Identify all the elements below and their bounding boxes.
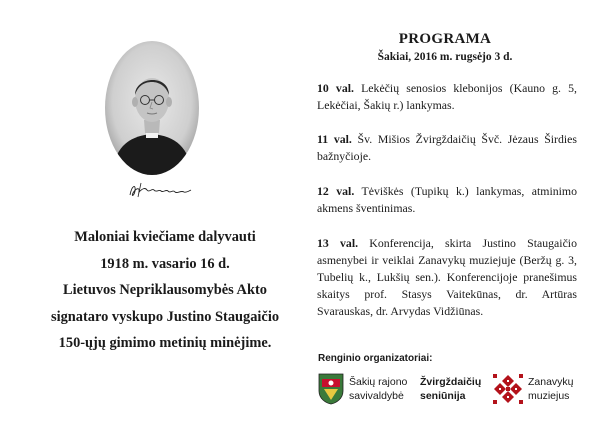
organizer-name-line: Žvirgždaičių	[420, 376, 482, 388]
coat-of-arms-icon	[318, 373, 344, 405]
organizer-name-line: seniūnija	[420, 390, 466, 402]
invitation-line: Lietuvos Nepriklausomybės Akto	[63, 282, 267, 298]
program-text: Lekėčių senosios klebonijos (Kauno g. 5, Lekėčiai, Šakių r.) lankymas.	[317, 81, 577, 112]
program-subtitle: Šakiai, 2016 m. rugsėjo 3 d.	[377, 51, 513, 63]
program-item	[317, 131, 577, 165]
organizers-title: Renginio organizatoriai:	[318, 353, 433, 364]
organizer-name-line: Zanavykų	[528, 376, 574, 388]
program-text: Tėviškės (Tupikų k.) lankymas, atminimo akmens šventinimas.	[317, 184, 577, 215]
program-text: Šv. Mišios Žvirgždaičių Švč. Jėzaus Širdies bažnyčioje.	[317, 132, 577, 163]
program-item	[317, 183, 577, 217]
portrait-photo	[104, 40, 200, 176]
invitation-line: 150-ųjų gimimo metinių minėjime.	[58, 335, 272, 351]
invitation-line: Maloniai kviečiame dalyvauti	[74, 229, 256, 245]
organizer-name	[349, 375, 407, 403]
organizer-name-line: savivaldybė	[349, 390, 404, 402]
organizer-zanavyku	[492, 373, 592, 407]
invitation-text	[20, 224, 310, 357]
organizer-name	[528, 375, 574, 403]
program-title: PROGRAMA	[398, 31, 492, 47]
signature-image	[127, 181, 193, 199]
program-time: 10 val.	[317, 81, 354, 95]
invitation-line: signataro vyskupo Justino Staugaičio	[50, 308, 280, 325]
organizer-name-line: Šakių rajono	[349, 376, 408, 388]
program-text: Konferencija, skirta Justino Staugaičio asmenybei ir veiklai Zanavykų muziejuje (Beržų g. 3, Tubelių k., Lukšių sen.). Konferencijoje pranešimus skaitys prof. Stasys Vaitekūnas, dr. Artūras Svarauskas, dr. Arvydas Vidžiūnas.	[317, 236, 577, 318]
program-time: 12 val.	[317, 184, 355, 198]
program-item	[317, 80, 577, 114]
organizer-name-line: muziejus	[528, 390, 570, 402]
invitation-line: 1918 m. vasario 16 d.	[100, 255, 230, 272]
organizer-zvirgzdaiciu	[420, 375, 480, 409]
folk-pattern-icon	[492, 373, 524, 405]
organizer-sakiai	[318, 373, 408, 407]
program-time: 11 val.	[317, 132, 352, 146]
program-time: 13 val.	[317, 236, 359, 250]
program-item	[317, 235, 577, 320]
